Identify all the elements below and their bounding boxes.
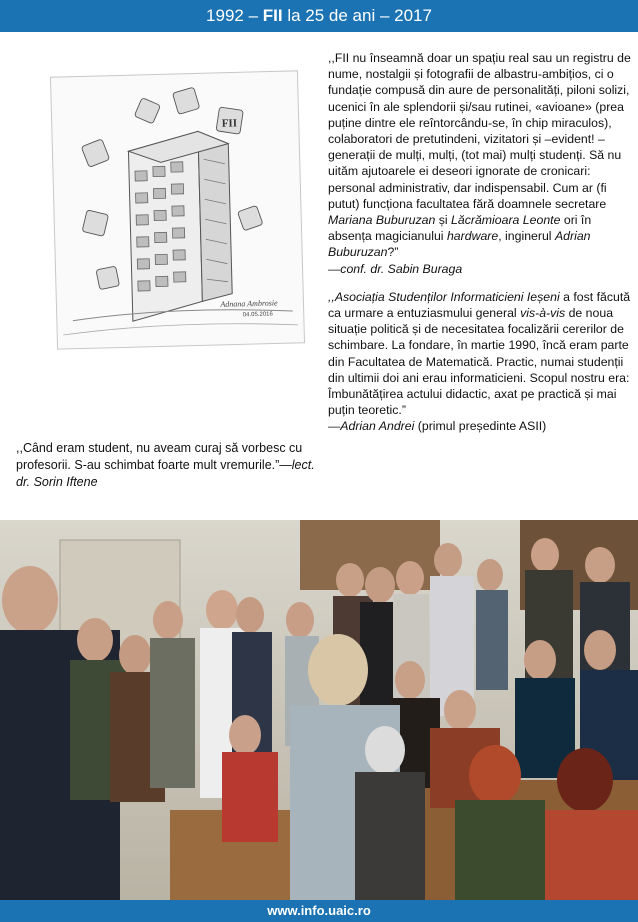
quote-andrei-vis: vis-à-vis [520, 306, 566, 321]
quote-andrei-text-a: a fost făcută ca urmare a entuziasmului general [328, 289, 631, 321]
page-header [0, 0, 638, 32]
quote-buraga-name-3: Adrian Buburuzan [328, 229, 591, 260]
page-footer [0, 900, 638, 922]
quote-andrei [328, 289, 632, 435]
quote-buraga-name-2: Lăcrămioara Leonte [451, 213, 561, 228]
quote-buraga-text-b: și [435, 213, 452, 228]
quote-iftene-text: ,,Când eram student, nu aveam curaj să vorbesc cu profesorii. S-au schimbat foarte mult vremurile.”— [16, 441, 303, 472]
quote-buraga-name-1: Mariana Buburuzan [328, 213, 436, 228]
sketch-signature-date: 04.05.2016 [242, 311, 273, 319]
quotes-right-column [328, 50, 632, 447]
header-prefix: 1992 – [206, 6, 263, 25]
building-sketch-image [50, 70, 305, 350]
footer-url[interactable]: www.info.uaic.ro [267, 903, 371, 918]
svg-text:FII: FII [221, 117, 238, 130]
quote-buraga-text-a: ,,FII nu înseamnă doar un spațiu real sau un registru de nume, nostalgii și fotografii de albastru-ambițios, ci o fundație compusă din aure de personalități, piloni solizi, ucenici în ale splendorii și/sau rutinei, «avioane» (prea puține dintre ele reîntorcându-se, în chip miraculos), colaboratori de pretutindeni, vizitatori și –evident! – generații de mulți, mulți, (tot mai) mulți studenți. Să nu uităm ajutoarele ei deseori ignorate de cronicari: personal administrativ, dar indispensabil. Cum ar (fi putut) funcționa facultatea fără doamnele secretare [328, 51, 631, 211]
quote-andrei-org: ,,Asociația Studenților Informaticieni Ieșeni [328, 289, 560, 304]
quote-buraga-text-c: ori în absența magicianului [328, 213, 592, 244]
quote-andrei-text-b: de noua situație politică și de necesitatea focalizării cererilor de schimbare. La fondare, în martie 1990, încă eram parte din Facultatea de Matematică. Practic, numai studenții din ultimii doi ani erau informaticieni. Scopul nostru era: Îmbunătățirea actului didactic, axat pe practică și mai puțin teoretic.” [328, 306, 630, 418]
quote-buraga-author: —conf. dr. Sabin Buraga [328, 261, 463, 276]
sketch-signature: Adnana Ambrosie [220, 298, 278, 309]
quote-buraga-hardware: hardware [446, 229, 499, 244]
quote-andrei-author-role: (primul președinte ASII) [414, 419, 547, 434]
quote-buraga [328, 50, 632, 277]
quote-andrei-author-name: —Adrian Andrei [328, 419, 415, 434]
header-fii: FII [262, 6, 283, 25]
header-suffix: la 25 de ani – 2017 [282, 6, 432, 25]
quote-buraga-text-d: , inginerul [498, 229, 555, 244]
building-sketch [50, 70, 305, 350]
quote-buraga-text-e: ?” [387, 245, 399, 260]
quote-iftene-author: lect. dr. Sorin Iftene [16, 458, 315, 489]
quote-iftene [16, 440, 316, 491]
event-photo-image [0, 520, 638, 900]
event-photo [0, 520, 638, 900]
